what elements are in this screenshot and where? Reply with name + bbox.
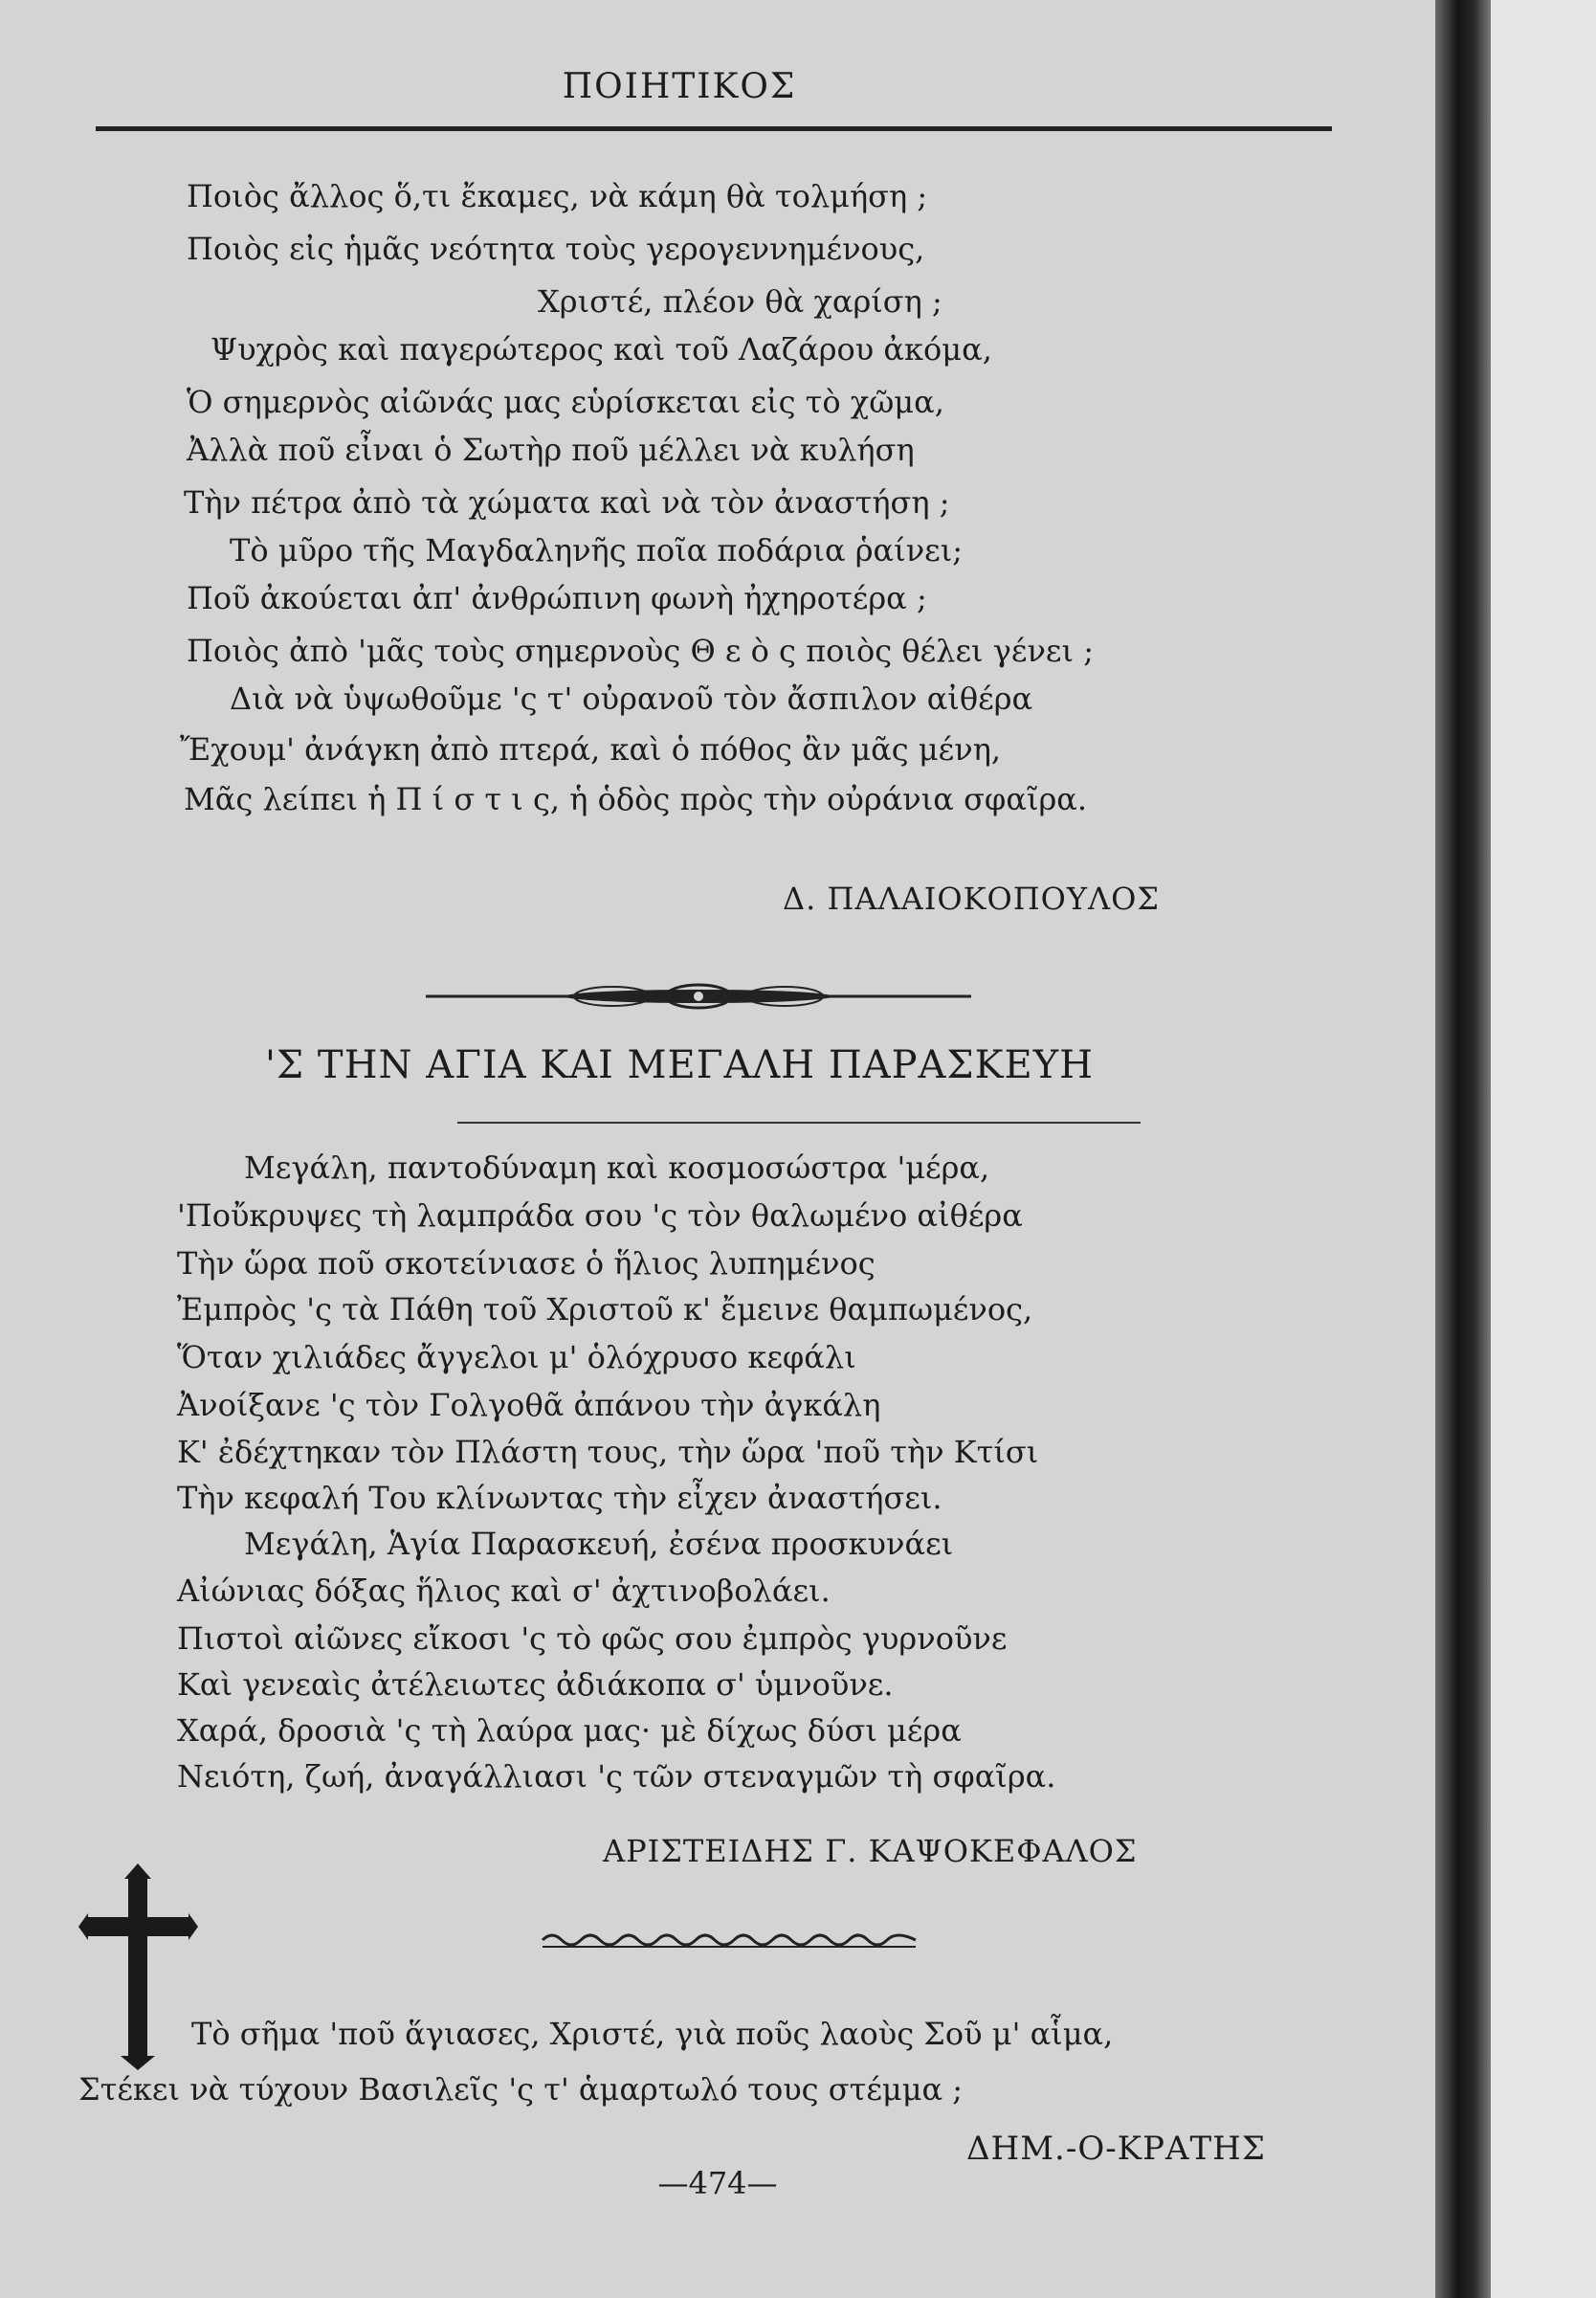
header-rule	[96, 126, 1332, 131]
cross-icon	[78, 1862, 198, 2072]
poem3-line: Τὸ σῆμα 'ποῦ ἅγιασες, Χριστέ, γιὰ ποῦς λαοὺς Σοῦ μ' αἷμα,	[191, 2016, 1114, 2052]
poem1-line: Χριστέ, πλέον θὰ χαρίση ;	[538, 283, 942, 320]
poem1-line: Ποιὸς εἰς ἡμᾶς νεότητα τοὺς γερογεννημένους,	[187, 231, 925, 267]
poem2-line: Ἀνοίξανε 'ς τὸν Γολγοθᾶ ἀπάνου τὴν ἀγκάλη	[177, 1387, 881, 1423]
poem2-line: Χαρά, δροσιὰ 'ς τὴ λαύρα μας· μὲ δίχως δύσι μέρα	[177, 1712, 962, 1749]
poem1-line: Ποῦ ἀκούεται ἀπ' ἀνθρώπινη φωνὴ ἠχηροτέρα ;	[187, 580, 927, 616]
poem1-signature: Δ. ΠΑΛΑΙΟΚΟΠΟΥΛΟΣ	[783, 881, 1160, 917]
poem2-line: 'Ποὔκρυψες τὴ λαμπράδα σου 'ς τὸν θαλωμένο αἰθέρα	[177, 1197, 1023, 1234]
poem3-line: Στέκει νὰ τύχουν Βασιλεῖς 'ς τ' ἁμαρτωλό τους στέμμα ;	[78, 2071, 964, 2108]
poem2-line: Τὴν ὥρα ποῦ σκοτείνιασε ὁ ἥλιος λυπημένος	[177, 1245, 876, 1282]
poem2-line: Κ' ἐδέχτηκαν τὸν Πλάστη τους, τὴν ὥρα 'ποῦ τὴν Κτίσι	[177, 1434, 1039, 1470]
poem2-line: Μεγάλη, Ἁγία Παρασκευή, ἐσένα προσκυνάει	[244, 1526, 954, 1562]
poem1-line: Ποιὸς ἀπὸ 'μᾶς τοὺς σημερνοὺς Θ ε ὸ ς ποιὸς θέλει γένει ;	[187, 633, 1094, 669]
poem2-line: Ἐμπρὸς 'ς τὰ Πάθη τοῦ Χριστοῦ κ' ἔμεινε θαμπωμένος,	[177, 1291, 1033, 1327]
poem1-line: Ποιὸς ἄλλος ὅ,τι ἔκαμες, νὰ κάμη θὰ τολμήση ;	[187, 178, 928, 214]
poem1-line: Τὸ μῦρο τῆς Μαγδαληνῆς ποῖα ποδάρια ῥαίνει;	[230, 532, 964, 569]
poem1-line: Ἔχουμ' ἀνάγκη ἀπὸ πτερά, καὶ ὁ πόθος ἂν μᾶς μένη,	[180, 731, 1002, 768]
poem2-line: Αἰώνιας δόξας ἥλιος καὶ σ' ἀχτινοβολάει.	[177, 1573, 831, 1609]
running-header: ΠΟΙΗΤΙΚΟΣ	[562, 67, 797, 106]
poem2-line: Μεγάλη, παντοδύναμη καὶ κοσμοσώστρα 'μέρα,	[244, 1149, 990, 1186]
poem2-line: Νειότη, ζωή, ἀναγάλλιασι 'ς τῶν στεναγμῶν τὴ σφαῖρα.	[177, 1758, 1056, 1795]
ornamental-divider	[421, 974, 976, 1018]
poem2-title: 'Σ ΤΗΝ ΑΓΙΑ ΚΑΙ ΜΕΓΑΛΗ ΠΑΡΑΣΚΕΥΗ	[264, 1043, 1095, 1087]
poem1-line: Διὰ νὰ ὑψωθοῦμε 'ς τ' οὐρανοῦ τὸν ἄσπιλον αἰθέρα	[230, 680, 1033, 717]
poem2-line: Τὴν κεφαλή Του κλίνωντας τὴν εἶχεν ἀναστήσει.	[177, 1480, 942, 1516]
poem1-line: Τὴν πέτρα ἀπὸ τὰ χώματα καὶ νὰ τὸν ἀναστήση ;	[184, 484, 950, 521]
poem2-line: Ὅταν χιλιάδες ἄγγελοι μ' ὁλόχρυσο κεφάλι	[177, 1339, 856, 1375]
wavy-divider	[538, 1926, 920, 1954]
poem2-signature: ΑΡΙΣΤΕΙΔΗΣ Γ. ΚΑΨΟΚΕΦΑΛΟΣ	[603, 1833, 1138, 1869]
title-underline	[457, 1122, 1141, 1124]
poem1-line: Μᾶς λείπει ἡ Π ί σ τ ι ς, ἡ ὁδὸς πρὸς τὴν οὐράνια σφαῖρα.	[184, 781, 1088, 817]
poem1-line: Ἀλλὰ ποῦ εἶναι ὁ Σωτὴρ ποῦ μέλλει νὰ κυλήση	[187, 432, 915, 468]
poem1-line: Ψυχρὸς καὶ παγερώτερος καὶ τοῦ Λαζάρου ἀκόμα,	[211, 331, 992, 368]
poem1-line: Ὁ σημερνὸς αἰῶνάς μας εὑρίσκεται εἰς τὸ χῶμα,	[187, 384, 944, 420]
poem3-signature: ΔΗΜ.-Ο-ΚΡΑΤΗΣ	[966, 2130, 1266, 2168]
poem2-line: Καὶ γενεαὶς ἀτέλειωτες ἀδιάκοπα σ' ὑμνοῦνε.	[177, 1666, 894, 1703]
page-number: —474—	[657, 2165, 778, 2201]
facing-page-margin	[1491, 0, 1596, 2298]
poem2-line: Πιστοὶ αἰῶνες εἴκοσι 'ς τὸ φῶς σου ἐμπρὸς γυρνοῦνε	[177, 1620, 1008, 1657]
book-binding	[1435, 0, 1491, 2298]
